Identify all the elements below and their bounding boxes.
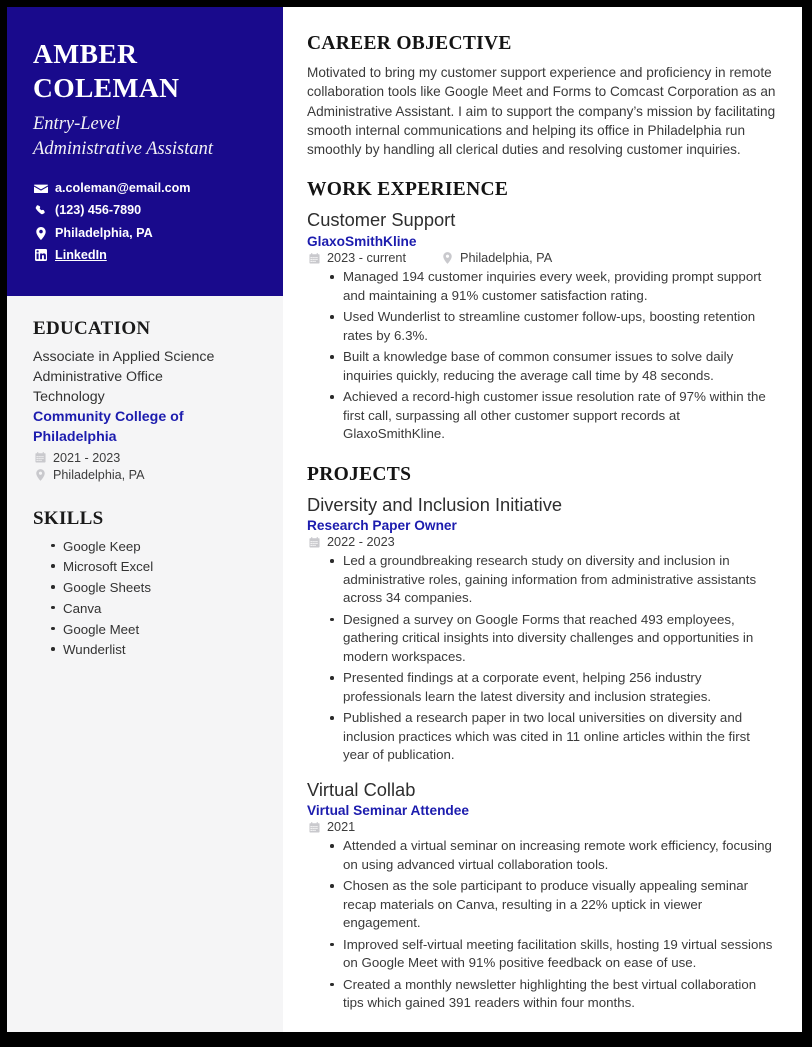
list-item: Chosen as the sole participant to produce visually appealing seminar recap materials on Canva, resulting in a 22% uptick in viewer engagement. [330, 877, 777, 932]
education-degree-line-2: Administrative Office [33, 368, 163, 385]
list-item: Managed 194 customer inquiries every week, providing prompt support and maintaining a 91% customer satisfaction rating. [330, 268, 777, 305]
candidate-name [33, 37, 257, 105]
entry-dates [307, 251, 406, 265]
skills-heading: SKILLS [33, 507, 104, 529]
education-degree-line-1: Associate in Applied Science [33, 348, 215, 365]
entry-meta [307, 820, 777, 834]
entry-dates [307, 535, 395, 549]
calendar-icon [307, 537, 321, 548]
contact-phone [33, 203, 257, 218]
candidate-last-name: COLEMAN [33, 72, 180, 104]
entry-dates [307, 820, 355, 834]
calendar-icon [307, 822, 321, 833]
list-item: Built a knowledge base of common consumer issues to solve daily inquiries quickly, reducing the average call time by 48 seconds. [330, 348, 777, 385]
phone-icon [33, 205, 48, 217]
list-item: Attended a virtual seminar on increasing remote work efficiency, focusing on using advanced virtual collaboration tools. [330, 837, 777, 874]
location-pin-icon [440, 252, 454, 264]
entry-organization: GlaxoSmithKline [307, 234, 417, 250]
list-item: Microsoft Excel [51, 557, 257, 576]
location-pin-icon [33, 227, 48, 240]
list-item: Canva [51, 599, 257, 618]
entry-location-text: Philadelphia, PA [460, 251, 553, 266]
contact-phone-text: (123) 456-7890 [55, 203, 142, 218]
education-degree [33, 347, 257, 407]
list-item: Google Sheets [51, 578, 257, 597]
sidebar-body [7, 296, 283, 681]
work-experience-heading: WORK EXPERIENCE [307, 179, 509, 201]
contact-list [33, 181, 257, 262]
entry-organization: Virtual Seminar Attendee [307, 803, 470, 819]
calendar-icon [307, 253, 321, 264]
entry-dates-text: 2023 - current [327, 251, 406, 266]
entry-bullets [307, 552, 777, 764]
work-experience-section [307, 179, 777, 443]
envelope-icon [33, 184, 48, 194]
project-entry [307, 779, 777, 1013]
list-item: Presented findings at a corporate event, helping 256 industry professionals learn the latest diversity and inclusion strategies. [330, 669, 777, 706]
career-objective-section [307, 33, 777, 159]
education-dates [33, 451, 257, 465]
projects-section [307, 464, 777, 1013]
sidebar-header [7, 7, 283, 296]
candidate-job-title [33, 112, 257, 161]
entry-location [440, 251, 552, 265]
list-item: Created a monthly newsletter highlighting the best virtual collaboration tips which gained 391 readers within four months. [330, 976, 777, 1013]
contact-linkedin[interactable] [33, 248, 257, 263]
list-item: Google Meet [51, 620, 257, 639]
entry-bullets [307, 837, 777, 1012]
education-dates-text: 2021 - 2023 [53, 450, 121, 465]
job-title-line-2: Administrative Assistant [33, 138, 214, 159]
career-objective-heading: CAREER OBJECTIVE [307, 33, 512, 54]
list-item: Google Keep [51, 537, 257, 556]
entry-job-title: Virtual Collab [307, 778, 416, 800]
entry-job-title: Customer Support [307, 209, 456, 231]
resume-page [7, 7, 802, 1032]
education-section [33, 318, 257, 482]
education-location-text: Philadelphia, PA [53, 467, 145, 482]
location-pin-icon [33, 469, 47, 481]
project-entry [307, 494, 777, 765]
sidebar [7, 7, 283, 1032]
list-item: Used Wunderlist to streamline customer follow-ups, boosting retention rates by 6.3%. [330, 308, 777, 345]
calendar-icon [33, 452, 47, 463]
list-item: Designed a survey on Google Forms that reached 493 employees, gathering critical insights into diversity challenges and opportunities in modern workspaces. [330, 611, 777, 666]
education-school [33, 407, 257, 447]
contact-email-text: a.coleman@email.com [55, 181, 191, 196]
entry-organization: Research Paper Owner [307, 518, 457, 534]
entry-bullets [307, 268, 777, 443]
education-school-line-2: Philadelphia [33, 429, 117, 446]
projects-heading: PROJECTS [307, 463, 412, 485]
linkedin-icon [33, 249, 48, 261]
career-objective-text: Motivated to bring my customer support experience and proficiency in remote collaboration tools like Google Meet and Forms to Comcast Corporation as an Administrative Assistant. I aim to support the company’s mission by facilitating smooth internal communications and helping its office in Philadelphia run smoothly by handling all clerical duties and resolving customer inquiries. [307, 65, 776, 158]
entry-meta [307, 535, 777, 549]
main-content [283, 7, 802, 1032]
entry-dates-text: 2021 [327, 820, 356, 835]
list-item: Led a groundbreaking research study on diversity and inclusion in administrative roles, gaining information from administrative assistants across 34 companies. [330, 552, 777, 607]
education-school-line-1: Community College of [33, 409, 184, 426]
candidate-first-name: AMBER [33, 38, 138, 69]
skills-section [33, 508, 257, 660]
skills-list [33, 537, 257, 660]
education-heading: EDUCATION [33, 317, 151, 339]
list-item: Wunderlist [51, 640, 257, 659]
list-item: Published a research paper in two local universities on diversity and inclusion practices which was cited in 11 online articles within the first year of publication. [330, 709, 777, 764]
contact-location-text: Philadelphia, PA [55, 225, 153, 240]
entry-job-title: Diversity and Inclusion Initiative [307, 493, 563, 515]
education-location [33, 468, 257, 482]
contact-linkedin-link[interactable]: LinkedIn [55, 247, 107, 262]
contact-email [33, 181, 257, 196]
entry-dates-text: 2022 - 2023 [327, 535, 395, 550]
job-title-line-1: Entry-Level [33, 114, 121, 135]
education-degree-line-3: Technology [33, 389, 105, 406]
entry-meta [307, 251, 777, 265]
list-item: Achieved a record-high customer issue resolution rate of 97% within the first call, surpassing all other customer support records at GlaxoSmithKline. [330, 388, 777, 443]
contact-location [33, 226, 257, 241]
list-item: Improved self-virtual meeting facilitation skills, hosting 19 virtual sessions on Google Meet with 91% positive feedback on ease of use. [330, 936, 777, 973]
work-experience-entry [307, 209, 777, 443]
